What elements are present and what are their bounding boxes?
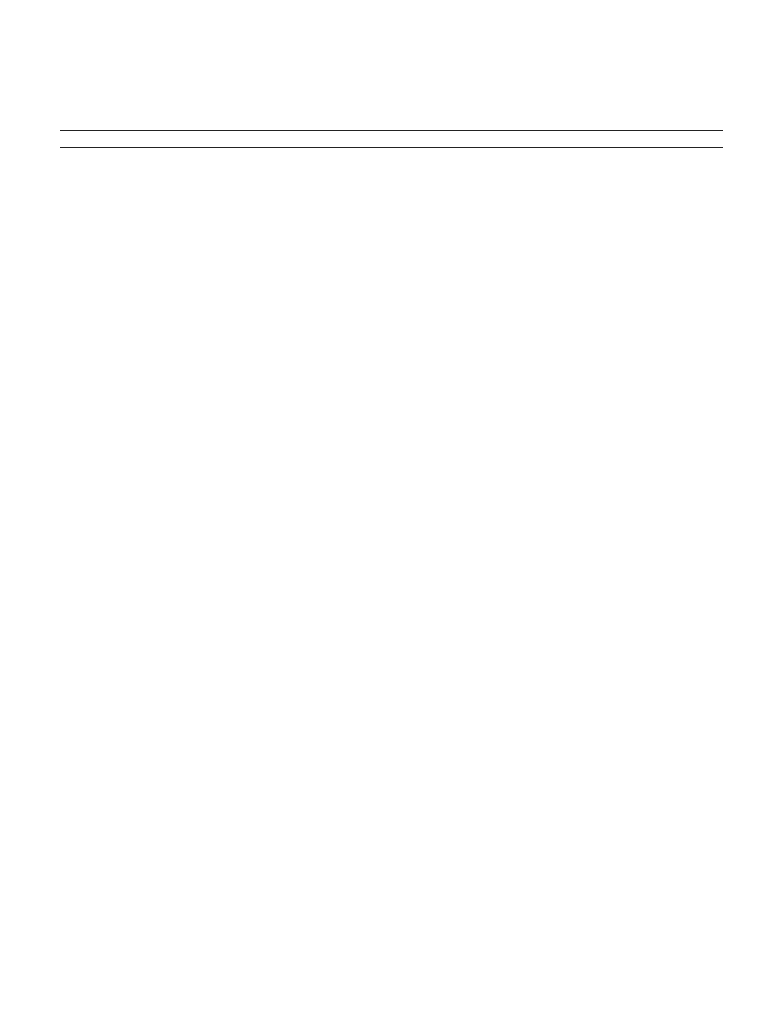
partida-divider xyxy=(60,147,723,148)
header-divider xyxy=(60,130,723,131)
